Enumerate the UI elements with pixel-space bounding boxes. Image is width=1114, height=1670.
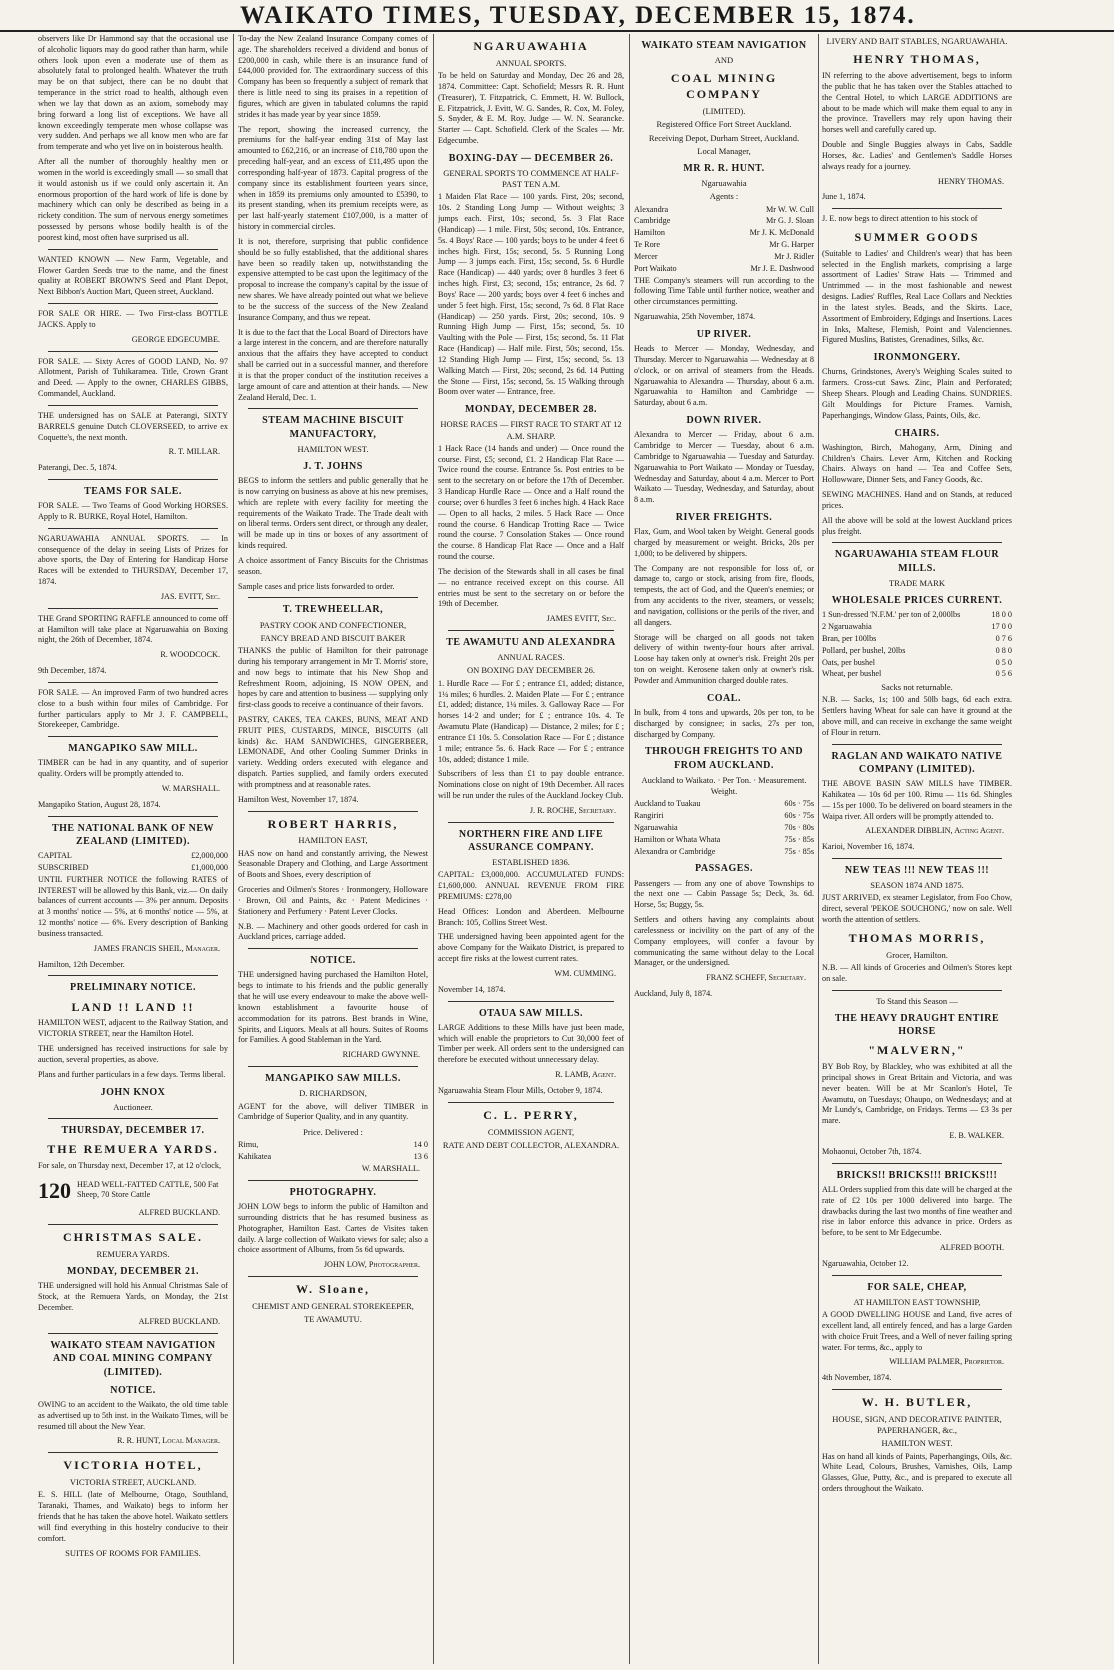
divider <box>48 528 218 529</box>
otaua-body: LARGE Additions to these Mills have just been made, which will enable the proprietors to Cut 30,000 feet of Timber per week. All orders sent to the undersigned can therefore be executed without unnecessary delay. <box>438 1022 624 1065</box>
biscuit-samples: Sample cases and price lists forwarded to order. <box>238 581 395 591</box>
signature: JAS. EVITT, Sec. <box>160 591 220 601</box>
article-paragraph: The report, showing the increased currency, the premiums for the half-year ending 31st of May last amounted to £62,216, or an increase of £18,780 upon the preceding half-year, and an excess of £11,495 upon the corresponding half-year of 1873. Capital progress of the company since its establishment fourteen years since, when in 1859 its premiums only amounted to £5390, to its present standing, when its premium receipts were, as per last half-yearly statement £107,000, is a matter of history in commercial circles. <box>238 124 428 232</box>
agent-row: Mercer Mr J. Ridler <box>634 251 814 261</box>
divider <box>48 405 218 406</box>
awamutu-rules: Subscribers of less than £1 to pay double entrance. Nominations close on night of 19th December. All races will be run under the rules of the Auckland Jockey Club. <box>438 769 624 800</box>
raffle-notice: THE Grand SPORTING RAFFLE announced to come off at Hamilton will take place at Ngaruawahia on Boxing night, the 26th of December, 1874. <box>38 613 228 645</box>
freights-note: Flax, Gum, and Wool taken by Weight. General goods charged by measurement or weight. Bricks, 20s per 1,000; to be delivered by shippers. <box>634 527 814 558</box>
sports-notice: NGARUAWAHIA ANNUAL SPORTS. — In consequence of the delay in seeing Lists of Prizes for above sports, the Day of Entering for Handicap Horse Races will be extended to THURSDAY, December 17, 1874. <box>38 533 228 587</box>
divider <box>448 822 614 823</box>
thomas-body: Double and Single Buggies always in Cabs, Saddle Horses, &c. Ladies' and Gentlemen's Saddle Horses always ready for a journey. <box>822 140 1012 171</box>
morris-nb: N.B. — All kinds of Groceries and Oilmen's Stores kept on sale. <box>822 962 1012 983</box>
divider <box>832 1163 1002 1164</box>
horse-intro: To Stand this Season — <box>876 995 958 1006</box>
biscuit-location: HAMILTON WEST. <box>297 443 369 454</box>
harris-items: Groceries and Oilmen's Stores · Ironmongery, Holloware · Brown, Oil and Paints, &c · Patent Medicines · Stationery and Perfumery · Patent Lever Clocks. <box>238 885 428 916</box>
divider <box>248 1276 418 1277</box>
teams-heading: TEAMS FOR SALE. <box>84 485 182 497</box>
thomas-body: IN referring to the above advertisement, begs to inform the public that he has taken over the Stables attached to the Central Hotel, to which LARGE ADDITIONS are about to be made which will make them equal to any in the province. Travellers may rely upon having their horses well and carefully cared up. <box>822 71 1012 135</box>
boxing-day-events: 1 Maiden Flat Race — 100 yards. First, 20s; second, 10s. 2 Standing Long Jump — Without weights; 3 jumps each. First, 10s; second, 5s. 3 Flat Race (Handicap) — 1 mile. First, 50s; second, 10s. Entrance, 5s. 4 Boys' Race — 100 yards; boys to be under 4 feet 6 inches high. First, 15s; second, 5s. 5 Running Long Jump — 3 jumps each. First, 15s; second, 5s. 6 Hurdle Race (Handicap) — 440 yards; over 8 hurdles 3 feet 6 inches high. First, £3; second, 15s; entrance, 2s 6d. 7 Boys' Race — 200 yards; boys over 4 feet 6 inches and under 5 feet high. First, 15s; second, 7s 6d. 8 Flat Race (Handicap) — 250 yards. First, 20s; second, 10s. 9 Running High Jump — First, 15s; second, 5s. 10 Vaulting with the Pole — First, 15s; second, 5s. 11 Flat Race (Handicap) — Half mile. First, 50s; second, 15s. 12 Standing High Jump — First, 15s; second, 5s. 13 Walking Match — First, 20s; second, 2s 6d. 14 Putting the Stone — First, 15s; second, 5s. 15 Walking through Boom over water — Entrance, free. <box>438 192 624 397</box>
sewing-note: All the above will be sold at the lowest Auckland prices plus freight. <box>822 515 1012 536</box>
bank-subscribed-row: SUBSCRIBED £1,000,000 <box>38 862 228 872</box>
column-5 <box>822 34 1012 1664</box>
thomas-heading: HENRY THOMAS, <box>853 52 981 67</box>
signature: R. LAMB, Agent. <box>555 1070 616 1080</box>
column-rule <box>629 34 630 1664</box>
dateline: Mangapiko Station, August 28, 1874. <box>38 799 161 809</box>
biscuit-choice: A choice assortment of Fancy Biscuits for the Christmas season. <box>238 555 428 576</box>
divider <box>832 542 1002 543</box>
price-row: Oats, per bushel 0 5 0 <box>822 657 1012 667</box>
manager-label: Local Manager, <box>697 145 751 156</box>
boxing-day-heading: BOXING-DAY — DECEMBER 26. <box>448 152 614 164</box>
freight-row: Ngaruawahia 70s · 80s <box>634 822 814 832</box>
divider <box>248 948 418 949</box>
summer-intro: J. E. now begs to direct attention to his stock of <box>822 214 978 224</box>
land-heading: LAND !! LAND !! <box>71 999 195 1014</box>
dateline: Paterangi, Dec. 5, 1874. <box>38 463 117 473</box>
trewheellar-list: PASTRY, CAKES, TEA CAKES, BUNS, MEAT AND FRUIT PIES, CUSTARDS, MINCE, BISCUITS (all kinds) &c. HAM SANDWICHES, GINGERBEER, LEMONADE, And other Cooling Summer Drinks in variety. Wedding orders executed with elegance and dispatch. Parties supplied, and family orders executed with promptness and at reasonable rates. <box>238 714 428 789</box>
divider <box>832 858 1002 859</box>
dateline: Karioi, November 16, 1874. <box>822 842 915 852</box>
timetable-note: THE Company's steamers will run according to the following Time Table until further notice, weather and other circumstances permitting. <box>634 275 814 307</box>
divider <box>832 744 1002 745</box>
dateline: Mohaonui, October 7th, 1874. <box>822 1146 922 1156</box>
signature: JAMES FRANCIS SHEIL, Manager. <box>93 943 220 953</box>
ironmongery-body: Churns, Grindstones, Avery's Weighing Scales suited to farmers. Cross-cut Saws. Zinc, Plain and Perforated; Sheep Shears. Plough and Leading Chains. SUNDRIES. Gilt Mouldings for Picture Frames. Varnish, Paperhangings, Window Glass, Paints, Oils, &c. <box>822 367 1012 420</box>
monday-heading: MONDAY, DECEMBER 28. <box>464 404 598 416</box>
auctioneer-role: Auctioneer. <box>113 1101 153 1112</box>
divider <box>48 682 218 683</box>
settlers-note: Settlers and others having any complaints about carelessness or incivility on the part of any of the Company employees, will confer a favour by communicating the same without delay to the Local Manager, or the undersigned. <box>634 915 814 968</box>
dateline: Ngaruawahia, 25th November, 1874. <box>634 312 756 322</box>
column-4 <box>634 34 814 1664</box>
flour-nb: N.B. — Sacks, 1s; 100 and 50lb bags, 6d each extra. Settlers having Wheat for sale can have it ground at the above mill, and can receive in exchange the same weight of Flour in return. <box>822 695 1012 737</box>
price-row: 1 Sun-dressed 'N.F.M.' per ton of 2,000lbs 18 0 0 <box>822 610 1012 620</box>
signature: W. MARSHALL. <box>161 784 220 794</box>
freights-body: The Company are not responsible for loss of, or damage to, cargo or stock, arising from fire, floods, tempests, the act of God, and the Queen's enemies; or from any accidents to the river, steamers, or vessels; and navigation, collisions or the perils of the river, and all dangers. <box>634 563 814 627</box>
sale-date: MONDAY, DECEMBER 21. <box>66 1265 200 1277</box>
freights-storage: Storage will be charged on all goods not taken delivery of within twenty-four hours after arrival. Loose hay taken only at owner's risk. Freight 20s per ton on weight. Kerosene taken only at owner's risk. Powder and Ammunition charged double rates. <box>634 632 814 685</box>
dateline: 9th December, 1874. <box>38 666 107 676</box>
company-heading: AND <box>714 55 734 66</box>
remuera-intro: For sale, on Thursday next, December 17, at 12 o'clock, <box>38 1160 221 1170</box>
divider <box>832 1275 1002 1276</box>
coal-heading: COAL. <box>707 692 741 704</box>
races-conditions: The decision of the Stewards shall in all cases be final — no entrance received except on this course. All entries must be sent to the secretary on or before the 19th of December. <box>438 566 624 609</box>
saw-mill-advert: TIMBER can be had in any quantity, and of superior quality. Orders will be promptly attended to. <box>38 758 228 779</box>
victoria-hotel-heading: VICTORIA HOTEL, <box>63 1458 203 1473</box>
divider <box>48 1333 218 1334</box>
chairs-heading: CHAIRS. <box>894 427 940 439</box>
teams-advert: FOR SALE. — Two Teams of Good Working HORSES. Apply to R. BURKE, Royal Hotel, Hamilton. <box>38 501 228 521</box>
price-row: Wheat, per bushel 0 5 6 <box>822 669 1012 679</box>
agent-row: Alexandra Mr W. W. Cull <box>634 204 814 214</box>
photography-heading: PHOTOGRAPHY. <box>289 1186 377 1198</box>
column-rule <box>433 34 434 1664</box>
divider <box>48 608 218 609</box>
flour-note: Sacks not returnable. <box>881 682 953 693</box>
divider <box>832 990 1002 991</box>
notice-heading: NOTICE. <box>310 955 356 967</box>
manager-name: MR R. R. HUNT. <box>683 162 765 174</box>
cheap-sale-heading: FOR SALE, CHEAP, <box>867 1281 967 1293</box>
signature: R. T. MILLAR. <box>168 447 220 457</box>
saw-mill-heading: MANGAPIKO SAW MILLS. <box>265 1073 401 1085</box>
trewheellar-body: THANKS the public of Hamilton for their patronage during his temporary arrangement in Mr T. Morris' store, and now begs to intimate that his New Shop and Refreshment Room, adjoining, IS NOW OPEN, and hopes by care and attention to business — supplying only first-class goods to receive a continuance of their favors. <box>238 646 428 710</box>
perry-trade: COMMISSION AGENT, <box>487 1126 575 1137</box>
sloane-heading: W. Sloane, <box>296 1282 370 1297</box>
freight-row: Alexandra or Cambridge 75s · 85s <box>634 846 814 856</box>
harris-heading: ROBERT HARRIS, <box>267 816 399 831</box>
saw-mill-heading: MANGAPIKO SAW MILL. <box>68 743 198 755</box>
column-2 <box>238 34 428 1664</box>
dateline: November 14, 1874. <box>438 984 506 994</box>
trade-mark: TRADE MARK <box>889 577 945 588</box>
signature: RICHARD GWYNNE. <box>342 1050 420 1060</box>
signature: ALEXANDER DIBBLIN, Acting Agent. <box>865 826 1004 836</box>
signature: ALFRED BUCKLAND. <box>138 1317 220 1327</box>
passages-heading: PASSAGES. <box>695 863 753 875</box>
agent-row: Te Rore Mr G. Harper <box>634 240 814 250</box>
coal-body: In bulk, from 4 tons and upwards, 20s per ton, to be discharged by consignee; in sacks, 27s per ton, discharged by Company. <box>634 707 814 739</box>
column-rule <box>233 34 234 1664</box>
land-plans: Plans and further particulars in a few days. Terms liberal. <box>38 1069 226 1079</box>
livery-banner: LIVERY AND BAIT STABLES, NGARUAWAHIA. <box>826 36 1008 46</box>
prices-heading: WHOLESALE PRICES CURRENT. <box>831 595 1003 606</box>
company-heading: (LIMITED). <box>702 106 746 117</box>
monday-sub: HORSE RACES — FIRST RACE TO START AT 12 A.M. SHARP. <box>440 419 622 441</box>
dateline: 4th November, 1874. <box>822 1373 892 1383</box>
divider <box>48 816 218 817</box>
bricks-body: ALL Orders supplied from this date will be charged at the rate of £2 10s per 1000 delivered into barge. The drawbacks during the last two months of fine weather and rise in labor enforce this advance in price. Orders as before, to be sent to Mr Edgecumbe. <box>822 1184 1012 1238</box>
agent-row: Cambridge Mr G. J. Sloan <box>634 216 814 226</box>
cheap-sale-body: A GOOD DWELLING HOUSE and Land, five acres of excellent land, all entirely fenced, and has a large Garden with choice Fruit Trees, and a Well of never failing spring water. For terms, &c., apply to <box>822 1310 1012 1352</box>
freight-row: Rangiriri 60s · 75s <box>634 811 814 821</box>
column-rule <box>818 34 819 1664</box>
down-river-body: Alexandra to Mercer — Friday, about 6 a.m. Cambridge to Mercer — Tuesday, about 6 a.m. Cambridge to Ngaruawahia — Tuesday and Saturday. Ngaruawahia to Port Waikato — Monday or Tuesday, Wednesday and Saturday, about 4 a.m. Mercer to Port Waikato — Tuesday, Wednesday, and Saturday, about 8 a.m. <box>634 430 814 505</box>
perry-heading: C. L. PERRY, <box>483 1107 579 1122</box>
morris-heading: THOMAS MORRIS, <box>848 930 986 945</box>
signature: FRANZ SCHEFF, Secretary. <box>706 973 806 983</box>
monday-events: 1 Hack Race (14 hands and under) — Once round the course. First, £5; second, £1. 2 Handicap Flat Race — Twice round the course. Entrance 5s. Post entries to be sent to the secretary on or before the 17th of December. 3 Handicap Hurdle Race — Once and a Half round the course; over 6 hurdles 3 feet 6 inches high. 4 Hack Race — Open to all hacks, 2 miles. 5 Hack Race — Once round the course. 6 Handicap Trotting Race — Twice round the course. 7 Consolation Stakes — Once round the course. 8 Handicap Flat Race — Once and a Half round the course. <box>438 443 624 562</box>
seed-advert: WANTED KNOWN — New Farm, Vegetable, and Flower Garden Seeds true to the name, and the finest quality at ROBERT BROWN'S Seed and Plant Depot, Next Bibbon's Auction Mart, Queen street, Auckland. <box>38 254 228 297</box>
bricks-heading: BRICKS!! BRICKS!!! BRICKS!!! <box>836 1169 998 1181</box>
price-row: Bran, per 100lbs 0 7 6 <box>822 633 1012 643</box>
divider <box>48 351 218 352</box>
bank-notice: UNTIL FURTHER NOTICE the following RATES of INTEREST will be allowed by this Bank, viz.— On daily balances of current accounts — 3% per annum. Deposits at 3 months' notice — 5%, at 6 months' notice — 5%, at 12 months' notice — 6%. Every description of Banking business transacted. <box>38 874 228 938</box>
dateline: Ngaruawahia Steam Flour Mills, October 9, 1874. <box>438 1085 603 1095</box>
signature: WILLIAM PALMER, Proprietor. <box>889 1357 1004 1367</box>
signature: JOHN LOW, Photographer. <box>323 1260 420 1270</box>
northern-heading: NORTHERN FIRE AND LIFE ASSURANCE COMPANY. <box>458 828 604 853</box>
article-paragraph: observers like Dr Hammond say that the occasional use of alcoholic liquors may do good rather than harm, while others look upon even a moderate use of them as absolutely fatal to prolonged health. Whatever the truth may be on that subject, there can be no doubt that temperance in the strict road to health, although even when we lay that down as an axiom, somebody may bring forward a long list of exceptions. We have all known exceedingly temperate men whose collapse was very sudden. And perhaps we all know men who are far from temperate and who yet live on in boisterous health. <box>38 34 228 152</box>
cattle-lot <box>38 1176 228 1205</box>
morris-trade: Grocer, Hamilton. <box>886 949 948 960</box>
northern-capital: CAPITAL: £3,000,000. ACCUMULATED FUNDS: £1,600,000. ANNUAL REVENUE FROM FIRE PREMIUMS: £278,00 <box>438 870 624 901</box>
company-office: Registered Office Fort Street Auckland. <box>656 119 792 130</box>
perry-trade: RATE AND DEBT COLLECTOR, ALEXANDRA. <box>442 1139 620 1150</box>
divider <box>48 975 218 976</box>
land-sale-advert: FOR SALE. — Sixty Acres of GOOD LAND, No. 97 Allotment, Parish of Tuhikaramea. Title, Crown Grant and Deed. — Apply to the owner, CHARLES GIBBS, Commandel, Auckland. <box>38 356 228 399</box>
divider <box>248 597 418 598</box>
masthead-title: WAIKATO TIMES, TUESDAY, DECEMBER 15, 1874. <box>240 2 916 29</box>
divider <box>448 630 614 631</box>
signature: J. R. ROCHE, Secretary. <box>529 805 616 815</box>
signature: JAMES EVITT, Sec. <box>546 614 616 624</box>
passages-body: Passengers — from any one of above Townships to the next one — Cabin Passage 5s; Deck, 3s. 6d. Horse, 5s; Buggy, 5s. <box>634 878 814 910</box>
divider <box>48 1224 218 1225</box>
signature: R. WOODCOCK. <box>160 650 220 660</box>
summer-goods-body: (Suitable to Ladies' and Children's wear) that has been selected in the English markets, comprising a large assortment of Ladies' Straw Hats — Trimmed and Untrimmed — in the most fashionable and newest designs. Ladies' Ruffles, Real Lace Collars and Neckties in the latest styles. Beads, and the Skirts. Lace, Assortment of Embroidery, Edgings and Insertions. Laces in Inks, Maltese, Flemish, Point and Valenciennes. Figured Muslins, Batistes, Grenadines, Silks, &c. <box>822 248 1012 345</box>
through-freights-heading: THROUGH FREIGHTS TO AND FROM AUCKLAND. <box>644 746 804 771</box>
signature: HENRY THOMAS. <box>938 176 1004 186</box>
down-river-heading: DOWN RIVER. <box>686 415 762 426</box>
divider <box>48 249 218 250</box>
freight-row: Auckland to Tuakau 60s · 75s <box>634 799 814 809</box>
price-row: Kahikatea 13 6 <box>238 1152 428 1162</box>
signature: W. MARSHALL. <box>361 1164 420 1174</box>
price-heading: Price. Delivered : <box>303 1127 363 1138</box>
butler-body: Has on hand all kinds of Paints, Paperhangings, Oils, &c. White Lead, Colours, Brushes, Varnishes, Oils, Lamp Glasses, Glue, Putty, &c., and is prepared to execute all orders throughout the Waikato. <box>822 1451 1012 1493</box>
chairs-body: Washington, Birch, Mahogany, Arm, Dining and Children's Chairs. Lever Arm, Kitchen and Rocking Chairs. Always on hand — Tea and Coffee Sets, Hollowware, Dinner Sets, and Fancy Goods, &c. <box>822 442 1012 485</box>
price-row: Pollard, per bushel, 20lbs 0 8 0 <box>822 645 1012 655</box>
teas-body: JUST ARRIVED, ex steamer Legislator, from Foo Chow, direct, several 'PEKOE SOUCHONG,' now on sale. Well worth the attention of settlers. <box>822 893 1012 925</box>
raglan-heading: RAGLAN AND WAIKATO NATIVE COMPANY (LIMITED). <box>831 750 1003 775</box>
harris-location: HAMILTON EAST, <box>298 835 368 846</box>
ironmongery-heading: IRONMONGERY. <box>873 352 961 364</box>
masthead <box>0 0 1114 32</box>
company-heading: COAL MINING COMPANY <box>670 71 778 102</box>
awamutu-sub: ANNUAL RACES. <box>497 652 565 663</box>
divider <box>48 1452 218 1453</box>
christmas-sale-heading: CHRISTMAS SALE. <box>62 1229 204 1244</box>
agents-heading: Agents : <box>709 191 739 202</box>
article-paragraph: It is not, therefore, surprising that public confidence should be so fully established, that the additional shares have been so readily taken up, notwithstanding the expensive attempted to be cast upon the legitimacy of the proposal to increase the company's capital by the issue of new shares. We have already pointed out what we believe to be the success of the success of the New Zealand Insurance Company, and thus we repeat. <box>238 236 428 322</box>
butler-trade: HOUSE, SIGN, AND DECORATIVE PAINTER, PAPERHANGER, &c., <box>832 1413 1002 1436</box>
butler-location: HAMILTON WEST. <box>881 1438 953 1449</box>
dateline: June 1, 1874. <box>822 192 866 202</box>
harris-note: N.B. — Machinery and other goods ordered for cash in Auckland prices, carriage added. <box>238 921 428 942</box>
raglan-body: THE ABOVE BASIN SAW MILLS have TIMBER. Kahikatea — 10s 6d per 100. Rimu — 11s 6d. Shingles — 15s per 1000. To be delivered on board steamers in the Waipa river. All orders will be promptly attended to. <box>822 779 1012 821</box>
divider <box>48 303 218 304</box>
through-freights-columns: Auckland to Waikato. · Per Ton. · Measurement. Weight. <box>641 774 807 797</box>
dateline: Ngaruawahia, October 12. <box>822 1258 909 1268</box>
agent-row: Hamilton Mr J. K. McDonald <box>634 228 814 238</box>
butler-heading: W. H. BUTLER, <box>861 1395 973 1410</box>
dateline: Hamilton West, November 17, 1874. <box>238 794 359 804</box>
awamutu-date: ON BOXING DAY DECEMBER 26. <box>466 665 596 676</box>
column-3 <box>438 34 624 1664</box>
article-paragraph: To-day the New Zealand Insurance Company comes of age. The shareholders received a dividend and bonus of £200,000 in cash, while there is an insurance fund of £44,000 provided for. The extraordinary success of this Company has been so frequently a subject of remark that there is little need to sing its praises in a repetition of figures, which are given in tabulated columns the rapid strides it has made year by year since 1859. <box>238 34 428 119</box>
notice-body: OWING to an accident to the Waikato, the old time table as advertised up to 5th inst. in the Waikato Times, will be resumed till about the New Year. <box>38 1399 228 1431</box>
summer-goods-heading: SUMMER GOODS <box>854 229 980 244</box>
signature: E. B. WALKER. <box>949 1131 1004 1141</box>
signature: GEORGE EDGECUMBE. <box>131 334 220 344</box>
freights-heading: RIVER FREIGHTS. <box>675 511 773 523</box>
horse-name: "MALVERN," <box>868 1043 966 1058</box>
trewheellar-heading: T. TREWHEELLAR, <box>282 604 384 616</box>
awamutu-events: 1. Hurdle Race — For £ ; entrance £1, added; distance, 1¼ miles; 6 hurdles. 2. Maiden Plate — For £ ; entrance £1, added; distance, 1¼ miles. 3. Galloway Race — For horses 14·2 and under; for £ ; entrance 10s. 4. Te Awamutu Plate (Handicap) — Distance, 2 miles; for £ ; entrance £1 10s. 5. Consolation Race — For £ ; distance 1 mile; entrance 5s. 6. Hack Race — For £ ; entrance 10s, added; distance 1 mile. <box>438 678 624 764</box>
land-instructions: THE undersigned has received instructions for sale by auction, several properties, as above. <box>38 1044 228 1064</box>
horse-heading: THE HEAVY DRAUGHT ENTIRE HORSE <box>834 1012 1000 1038</box>
boxing-day-sub: GENERAL SPORTS TO COMMENCE AT HALF-PAST TEN A.M. <box>443 168 619 190</box>
farm-sale-advert: FOR SALE. — An improved Farm of two hundred acres close to a bush within four miles of Cambridge. For further particulars apply to Mr J. F. CAMPBELL, Storekeeper, Cambridge. <box>38 687 228 730</box>
trewheellar-trade: PASTRY COOK AND CONFECTIONER, <box>259 619 407 630</box>
teas-heading: NEW TEAS !!! NEW TEAS !!! <box>844 865 990 877</box>
divider <box>48 479 218 480</box>
divider <box>48 1118 218 1119</box>
harris-body: HAS now on hand and constantly arriving, the Newest Seasonable Drapery and Clothing, and Large Assortment of Boots and Shoes, every description of <box>238 848 428 880</box>
land-location: HAMILTON WEST, adjacent to the Railway Station, and VICTORIA STREET, near the Hamilton Hotel. <box>38 1018 228 1039</box>
divider <box>48 736 218 737</box>
divider <box>448 1102 614 1103</box>
christmas-sale-sub: REMUERA YARDS. <box>96 1248 170 1259</box>
victoria-hotel-suites: SUITES OF ROOMS FOR FAMILIES. <box>65 1548 201 1559</box>
navigation-heading: WAIKATO STEAM NAVIGATION AND COAL MINING COMPANY (LIMITED). <box>50 1340 216 1378</box>
agent-row: Port Waikato Mr J. E. Dashwood <box>634 263 814 273</box>
price-row: Rimu, 14 0 <box>238 1140 428 1150</box>
horse-body: BY Bob Roy, by Blackley, who was exhibited at all the principal shows in Great Britain and Victoria, and was never beaten. Will be at Mr Scanlon's Hotel, Te Awamutu, on Tuesdays; Ohaupo, on Wednesdays; and at Mr Lundy's, Cambridge, on Fridays. Terms — £3 3s per mare. <box>822 1062 1012 1126</box>
signature: ALFRED BOOTH. <box>939 1243 1004 1252</box>
awamutu-heading: TE AWAMUTU AND ALEXANDRA <box>446 637 616 649</box>
divider <box>248 1180 418 1181</box>
article-paragraph: It is due to the fact that the Local Board of Directors have a large interest in the concern, and are therefore naturally anxious that the affairs they have accepted to conduct shall be carried out in a successful manner, and therefore it is that the proper conduct of the institution receives a large amount of care and attention at their hands. — New Zealand Herald, Dec. 1. <box>238 327 428 402</box>
divider <box>248 811 418 812</box>
signature: ALFRED BUCKLAND. <box>138 1207 220 1217</box>
price-row: 2 Ngaruawahia 17 0 0 <box>822 622 1012 632</box>
christmas-sale-body: THE undersigned will hold his Annual Christmas Sale of Stock, at the Remuera Yards, on Monday, the 21st December. <box>38 1280 228 1312</box>
remuera-heading: THE REMUERA YARDS. <box>47 1142 219 1157</box>
sewing-machines: SEWING MACHINES. Hand and on Stands, at reduced prices. <box>822 490 1012 510</box>
auctioneer-name: JOHN KNOX <box>100 1086 166 1098</box>
northern-established: ESTABLISHED 1836. <box>492 857 570 868</box>
victoria-hotel-address: VICTORIA STREET, AUCKLAND. <box>69 1477 197 1488</box>
flour-mills-heading: NGARUAWAHIA STEAM FLOUR MILLS. <box>834 549 1000 574</box>
hotel-notice-body: THE undersigned having purchased the Hamilton Hotel, begs to intimate to his friends and the public generally that he will use every endeavour to make the above well-known establishment a favourite house of accommodation for its patrons. Best brands in Wine, Spirits, and Liquors. Meals at all hours. Suites of Rooms for Families. A good Stableman in the Yard. <box>238 970 428 1045</box>
lot-description: HEAD WELL-FATTED CATTLE, 500 Fat Sheep, 70 Store Cattle <box>77 1179 219 1200</box>
northern-offices: Head Offices: London and Aberdeen. Melbourne Branch: 105, Collins Street West. <box>438 906 624 927</box>
biscuit-body: BEGS to inform the settlers and public generally that he is now carrying on business as above at his new premises, which are replete with every facility for meeting the requirements of the Waikato Trade. The Trade dealt with on liberal terms. Orders sent direct, or through any dealer, will be made up in tins or boxes of any assortment of kinds required. <box>238 476 428 551</box>
notice-heading: NOTICE. <box>110 1384 156 1396</box>
races-subheading: ANNUAL SPORTS. <box>495 57 567 68</box>
races-intro: To be held on Saturday and Monday, Dec 26 and 28, 1874. Committee: Capt. Schofield; Messrs R. R. Hunt (Treasurer), T. Fitzpatrick, C. Emmett, H. W. Bullock, E. Fitzpatrick, J. Evitt, W. G. Sandes, R. Cox, M. Foley, S. Snyder, & E. M. Roy. Judge — W. N. Searancke. Starter — Capt. Schofield. Clerk of the Scales — Mr. Edgecumbe. <box>438 71 624 146</box>
company-depot: Receiving Depot, Durham Street, Auckland. <box>648 132 800 143</box>
races-heading: NGARUAWAHIA <box>473 39 589 53</box>
manager-place: Ngaruawahia <box>701 178 747 189</box>
sloane-trade: CHEMIST AND GENERAL STOREKEEPER, <box>252 1300 414 1311</box>
sloane-location: TE AWAMUTU. <box>304 1314 362 1325</box>
photography-body: JOHN LOW begs to inform the public of Hamilton and surrounding districts that he has resumed business as Photographer, Hamilton East. Cartes de Visites taken daily. A large collection of Waikato views for sale; also a choice assortment of Albums, from 5s 6d upwards. <box>238 1202 428 1255</box>
bottle-jacks-advert: FOR SALE OR HIRE. — Two First-class BOTTLE JACKS. Apply to <box>38 309 228 329</box>
divider <box>832 1389 1002 1390</box>
biscuit-heading: STEAM MACHINE BISCUIT MANUFACTORY, <box>262 415 404 440</box>
dateline: Hamilton, 12th December. <box>38 959 125 969</box>
signature: R. R. HUNT, Local Manager. <box>116 1436 220 1446</box>
biscuit-proprietor: J. T. JOHNS <box>303 460 363 472</box>
divider <box>832 208 1002 209</box>
dateline: Auckland, July 8, 1874. <box>634 989 713 999</box>
divider <box>248 408 418 409</box>
otaua-heading: OTAUA SAW MILLS. <box>478 1007 584 1019</box>
agent-name: D. RICHARDSON, <box>299 1088 367 1099</box>
divider <box>448 1001 614 1002</box>
bank-capital-row: CAPITAL £2,000,000 <box>38 851 228 861</box>
victoria-hotel-body: E. S. HILL (late of Melbourne, Otago, Southland, Taranaki, Thames, and Waikato) begs to inform her friends that he has taken the above hotel. Waikato settlers will find everything in this hostelry conducive to their comfort. <box>38 1490 228 1543</box>
freight-row: Hamilton or Whata Whata 75s · 85s <box>634 834 814 844</box>
teas-season: SEASON 1874 AND 1875. <box>870 880 964 891</box>
trewheellar-trade: FANCY BREAD AND BISCUIT BAKER <box>260 632 406 643</box>
northern-body: THE undersigned having been appointed agent for the above Company for the Waikato District, is prepared to accept fire risks at the lowest current rates. <box>438 932 624 964</box>
company-heading: WAIKATO STEAM NAVIGATION <box>641 40 807 51</box>
preliminary-notice-heading: PRELIMINARY NOTICE. <box>69 982 196 994</box>
up-river-heading: UP RIVER. <box>696 328 752 340</box>
up-river-body: Heads to Mercer — Monday, Wednesday, and Thursday. Mercer to Ngaruawahia — Wednesday at 8 o'clock, or on arrival of steamers from the Heads. Ngaruawahia to Alexandra — Thursday, about 6 a.m. Ngaruawahia to Hamilton and Cambridge — Saturday, about 6 a.m. <box>634 344 814 408</box>
article-paragraph: After all the number of thoroughly healthy men or women in the world is exceedingly small — so small that it would astonish us if we could only ascertain it. An enormous proportion of the hard work of life is done by machinery which can only be described as being in a rickety condition. The sum of nervous energy sometimes possessed by persons whose bodily health is of the poorest kind, most often have surprised us all. <box>38 157 228 242</box>
saw-mill-body: AGENT for the above, will deliver TIMBER in Cambridge of Superior Quality, and in any quantity. <box>238 1101 428 1122</box>
cheap-sale-location: AT HAMILTON EAST TOWNSHIP, <box>853 1296 981 1307</box>
lot-count: 120 <box>38 1177 71 1203</box>
column-1 <box>38 34 228 1664</box>
cloverseed-advert: THE undersigned has on SALE at Paterangi, SIXTY BARRELS genuine Dutch CLOVERSEED, to arrive ex Coquette's, the next month. <box>38 410 228 442</box>
sale-date: THURSDAY, DECEMBER 17. <box>61 1124 205 1136</box>
divider <box>248 1066 418 1067</box>
signature: WM. CUMMING. <box>554 968 616 978</box>
bank-heading: THE NATIONAL BANK OF NEW ZEALAND (LIMITED). <box>51 822 215 847</box>
